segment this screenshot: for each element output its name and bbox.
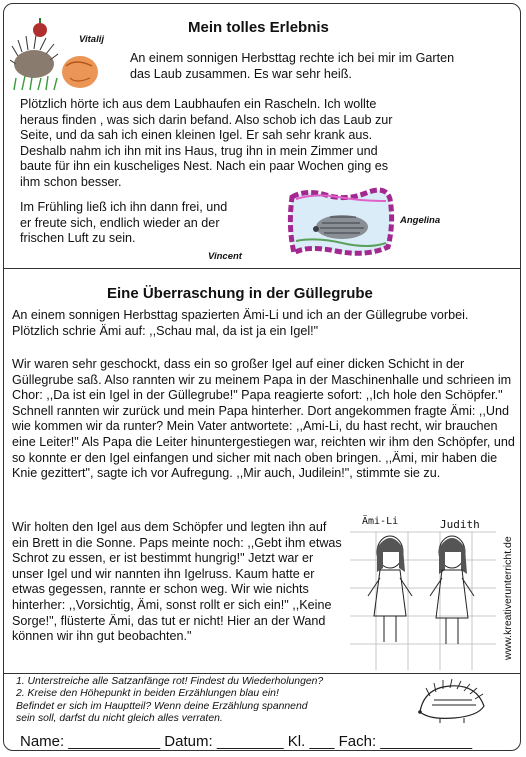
- section-divider-1: [3, 268, 521, 269]
- hedgehog-drawing-vitalij: [10, 16, 100, 92]
- section-divider-2: [3, 673, 521, 674]
- class-blank[interactable]: ___: [309, 733, 335, 750]
- footer-fields: [20, 733, 472, 750]
- drawing-label-judith: Judith: [440, 518, 480, 531]
- subject-blank[interactable]: ___________: [380, 733, 473, 750]
- hedgehog-icon: [412, 678, 492, 724]
- task-2-line-2: Befindet er sich im Hauptteil? Wenn deine Erzählung spannend: [16, 700, 308, 712]
- name-blank[interactable]: ___________: [68, 733, 161, 750]
- name-label: Name:: [20, 733, 65, 750]
- story1-title: Mein tolles Erlebnis: [188, 19, 329, 36]
- story2-title: Eine Überraschung in der Güllegrube: [107, 285, 373, 302]
- story1-spring: Im Frühling ließ ich ihn dann frei, und er freute sich, endlich wieder an der frischen Luft zu sein.: [20, 200, 228, 246]
- date-label: Datum:: [164, 733, 213, 750]
- subject-label: Fach:: [338, 733, 377, 750]
- hedgehog-drawing-angelina: [286, 187, 396, 259]
- story2-paragraph-2: Wir waren sehr geschockt, dass ein so großer Igel auf einer dicken Schicht in der Güllegrube saß. Also rannten wir zu meinem Papa in der Maschinenhalle und schrieen im Chor: ,,Da ist ein Igel in der Güllegrube!" Papa reagierte sofort: ,,Ich hole den Schöpfer." Schnell rannten wir zurück und mein Papa hinterher. Dort angekommen fragte Ämi: ,,Und wie kommen wir da runter? Mein Vater antwortete: ,,Ami-Li, du hast recht, wir brauchen eine Leiter!" Als Papa die Leiter hinuntergestiegen war, reichten wir ihm den Schöpfer, und so konnte er den Igel einfangen und sicher mit nach oben bringen. ,,Ämi, mir haben die Knie gezittert", sagte ich vor Aufregung. ,,Mir auch, Judilein!", stimmte sie zu.: [12, 357, 515, 481]
- girls-drawing: [350, 512, 496, 670]
- date-blank[interactable]: ________: [216, 733, 284, 750]
- story1-intro: An einem sonnigen Herbsttag rechte ich bei mir im Garten das Laub zusammen. Es war sehr heiß.: [130, 51, 455, 81]
- website-url: www.kreativerunterricht.de: [502, 536, 514, 660]
- artist-angelina: Angelina: [400, 215, 441, 226]
- drawing-label-ami-li: Ämi-Li: [362, 516, 399, 527]
- class-label: Kl.: [287, 733, 306, 750]
- artist-vitalij: Vitalij: [79, 34, 104, 45]
- story1-body: Plötzlich hörte ich aus dem Laubhaufen ein Rascheln. Ich wollte heraus finden , was sich darin befand. Also schob ich das Laub zur Seite, und da sah ich einen kleinen Igel. Er sah sehr krank aus. Deshalb nahm ich ihn mit ins Haus, trug ihn in mein Zimmer und baute für ihn ein kuscheliges Nest. Nach ein paar Wochen ging es ihm schon besser.: [20, 97, 393, 189]
- story2-paragraph-3: Wir holten den Igel aus dem Schöpfer und legten ihn auf ein Brett in die Sonne. Paps meinte noch: ,,Gebt ihm etwas Schrot zu essen, er ist bestimmt hungrig!" Jetzt war er unser Igel und wir nannten ihn Igelruss. Kaum hatte er etwas gegessen, rannte er schon weg. Wir wie nichts hinterher: ,,Vorsichtig, Ämi, sonst rollt er sich ein!" ,,Keine Sorge!", flüsterte Ämi, das tut er nicht! Hier an der Wand können wir ihn gut beobachten.": [12, 520, 342, 644]
- task-list: [16, 676, 396, 726]
- task-2-line-3: sein soll, darfst du nicht gleich alles verraten.: [16, 713, 223, 725]
- task-2: 2. Kreise den Höhepunkt in beiden Erzählungen blau ein!: [16, 688, 279, 700]
- author-vincent: Vincent: [208, 251, 242, 262]
- task-1: 1. Unterstreiche alle Satzanfänge rot! Findest du Wiederholungen?: [16, 676, 324, 687]
- story2-paragraph-1: An einem sonnigen Herbsttag spazierten Ämi-Li und ich an der Güllegrube vorbei. Plötzlich schrie Ämi auf: ,,Schau mal, da ist ja ein Igel!": [12, 308, 469, 338]
